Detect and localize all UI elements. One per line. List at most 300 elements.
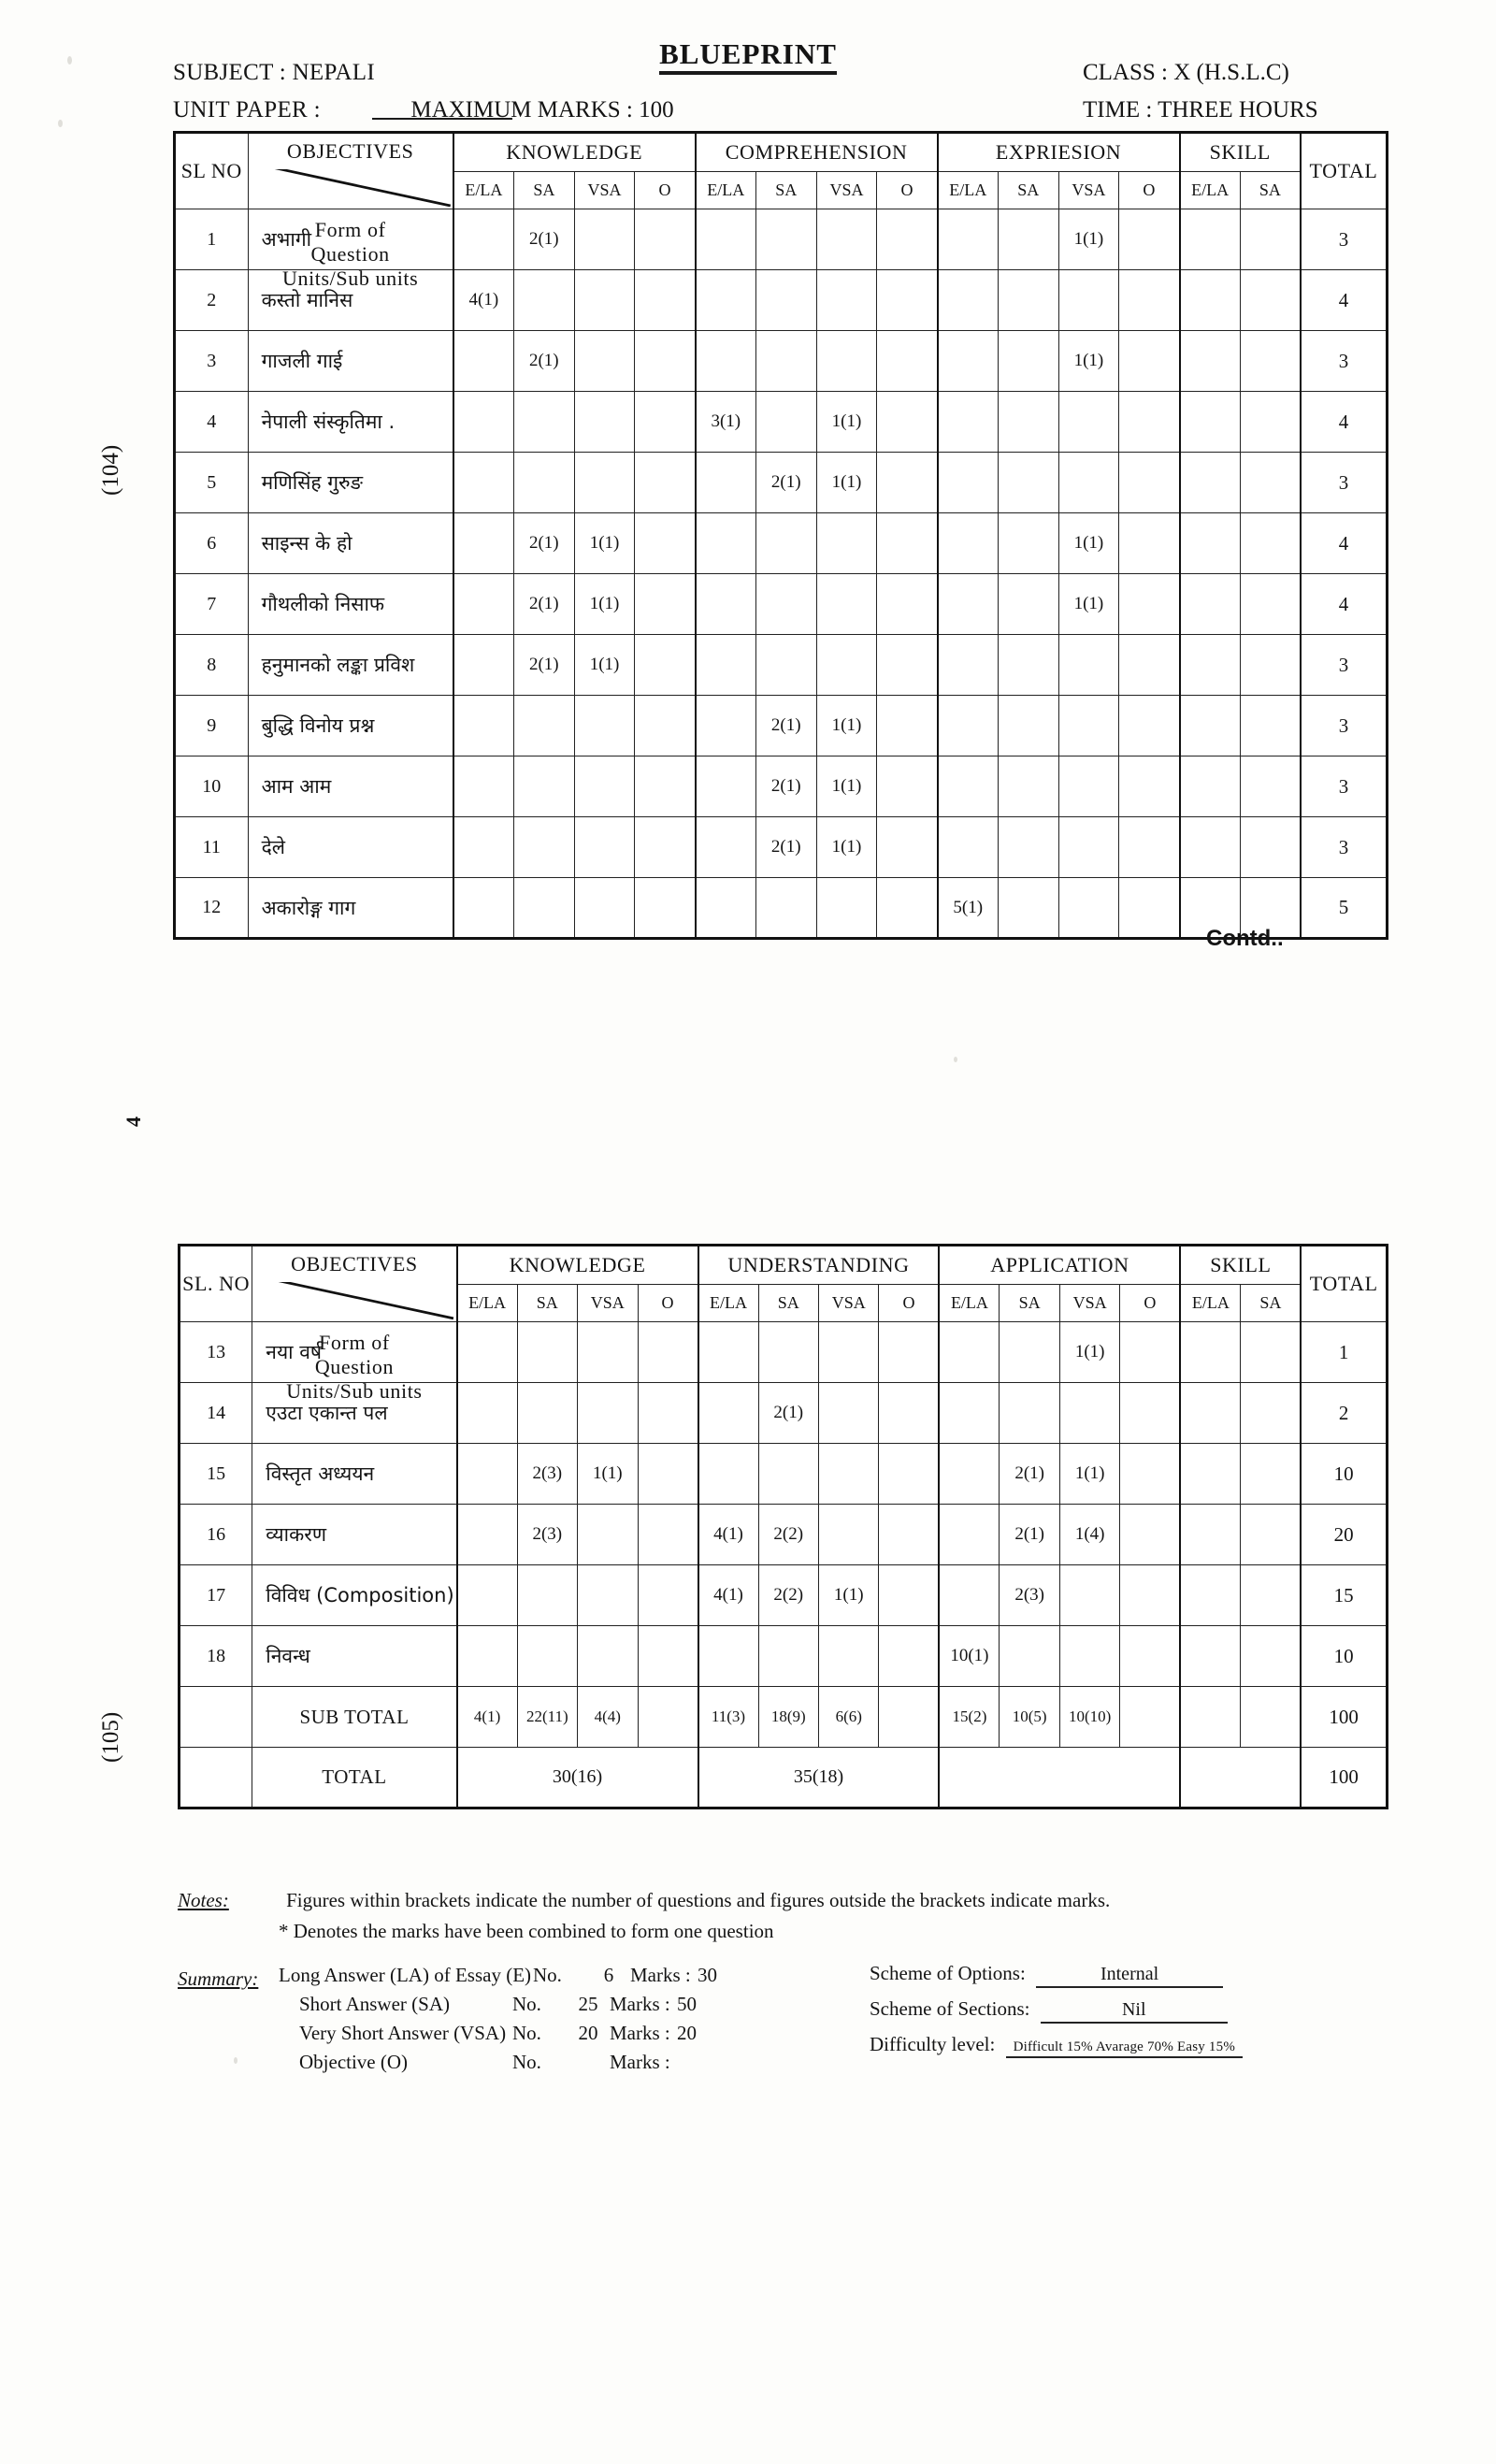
cell-s-0 xyxy=(1180,696,1241,756)
cell-k-2 xyxy=(578,1626,638,1687)
cell-k-1 xyxy=(517,1626,577,1687)
cell-u-2 xyxy=(818,1626,878,1687)
summary-row-marks-value: 20 xyxy=(677,2022,697,2044)
difficulty-level-label: Difficulty level: xyxy=(870,2033,996,2055)
cell-sl-no: 17 xyxy=(180,1565,252,1626)
cell-k-2 xyxy=(574,756,635,817)
cell-u-3 xyxy=(879,1383,939,1444)
cell-e-3 xyxy=(1119,453,1180,513)
cell-s-1 xyxy=(1240,635,1301,696)
summary-row-no-label: No. xyxy=(533,1964,562,1986)
cell-subtotal-k-2: 4(4) xyxy=(578,1687,638,1748)
cell-e-1 xyxy=(998,635,1058,696)
grand-total-row xyxy=(180,1748,1388,1808)
cell-sl-no: 12 xyxy=(175,878,249,939)
cell-subtotal-k-1: 22(11) xyxy=(517,1687,577,1748)
cell-a-0 xyxy=(939,1322,999,1383)
scheme-of-options-value[interactable]: Internal xyxy=(1036,1964,1223,1988)
cell-e-1 xyxy=(998,817,1058,878)
page-title: BLUEPRINT xyxy=(0,37,1496,71)
cell-e-1 xyxy=(998,696,1058,756)
cell-a-3 xyxy=(1120,1383,1180,1444)
cell-e-0 xyxy=(938,453,999,513)
folio-label-105: (105) xyxy=(98,1711,123,1763)
cell-k-0 xyxy=(457,1444,517,1505)
cell-k-2 xyxy=(574,696,635,756)
cell-c-1 xyxy=(755,574,816,635)
table-row xyxy=(175,513,1388,574)
cell-c-1 xyxy=(755,878,816,939)
col-header-sub-2-2: VSA xyxy=(1059,1285,1119,1322)
cell-u-0 xyxy=(698,1444,758,1505)
cell-c-0 xyxy=(696,331,756,392)
cell-s-1 xyxy=(1240,817,1301,878)
cell-c-1 xyxy=(755,209,816,270)
cell-e-3 xyxy=(1119,635,1180,696)
cell-s-1 xyxy=(1240,331,1301,392)
cell-row-total: 3 xyxy=(1301,453,1388,513)
table-row xyxy=(175,756,1388,817)
cell-k-1 xyxy=(517,1565,577,1626)
cell-u-1: 2(2) xyxy=(758,1505,818,1565)
cell-k-0 xyxy=(453,817,514,878)
cell-c-0 xyxy=(696,209,756,270)
summary-grid xyxy=(279,1964,739,2080)
cell-row-total: 3 xyxy=(1301,696,1388,756)
cell-k-3 xyxy=(638,1626,698,1687)
cell-e-3 xyxy=(1119,513,1180,574)
cell-subtotal-u-0: 11(3) xyxy=(698,1687,758,1748)
cell-a-1: 2(1) xyxy=(1000,1444,1059,1505)
cell-row-total: 5 xyxy=(1301,878,1388,939)
cell-k-0 xyxy=(457,1383,517,1444)
cell-k-3 xyxy=(638,1383,698,1444)
scheme-of-options-label: Scheme of Options: xyxy=(870,1962,1026,1984)
cell-k-1: 2(3) xyxy=(517,1444,577,1505)
col-header-sub-3-0: E/LA xyxy=(1180,172,1241,209)
col-header-group-3: SKILL xyxy=(1180,133,1301,172)
cell-e-3 xyxy=(1119,878,1180,939)
cell-c-0 xyxy=(696,513,756,574)
cell-s-0 xyxy=(1180,209,1241,270)
cell-unit-name: अकारोङ्ग गाग xyxy=(248,878,453,939)
cell-c-3 xyxy=(877,392,938,453)
cell-e-3 xyxy=(1119,756,1180,817)
cell-k-0 xyxy=(453,513,514,574)
cell-e-3 xyxy=(1119,392,1180,453)
cell-unit-name: साइन्स के हो xyxy=(248,513,453,574)
cell-s-1 xyxy=(1241,1626,1301,1687)
cell-k-2: 1(1) xyxy=(578,1444,638,1505)
summary-row-marks-label: Marks : xyxy=(610,2022,670,2044)
cell-k-3 xyxy=(638,1322,698,1383)
cell-k-2 xyxy=(574,453,635,513)
cell-e-0 xyxy=(938,209,999,270)
col-header-sub-2-3: O xyxy=(1119,172,1180,209)
cell-c-1: 2(1) xyxy=(755,817,816,878)
cell-a-3 xyxy=(1120,1322,1180,1383)
col-header-sub-1-1: SA xyxy=(758,1285,818,1322)
cell-subtotal-u-2: 6(6) xyxy=(818,1687,878,1748)
cell-a-2: 1(4) xyxy=(1059,1505,1119,1565)
cell-a-1 xyxy=(1000,1626,1059,1687)
cell-e-2 xyxy=(1058,756,1119,817)
cell-a-3 xyxy=(1120,1626,1180,1687)
cell-unit-name: देले xyxy=(248,817,453,878)
cell-s-1 xyxy=(1240,696,1301,756)
cell-k-3 xyxy=(638,1505,698,1565)
cell-c-0 xyxy=(696,453,756,513)
cell-k-0 xyxy=(453,878,514,939)
scheme-of-sections-value[interactable]: Nil xyxy=(1041,1999,1228,2024)
cell-e-1 xyxy=(998,392,1058,453)
cell-c-0 xyxy=(696,696,756,756)
scan-speck xyxy=(234,2057,237,2064)
cell-s-1 xyxy=(1241,1444,1301,1505)
cell-s-1 xyxy=(1240,209,1301,270)
cell-s-0 xyxy=(1180,1444,1240,1505)
blueprint-table-part2 xyxy=(178,1244,1388,1809)
cell-u-3 xyxy=(879,1505,939,1565)
scan-speck xyxy=(954,1057,957,1062)
cell-c-0 xyxy=(696,878,756,939)
cell-a-2 xyxy=(1059,1565,1119,1626)
cell-c-0: 3(1) xyxy=(696,392,756,453)
table-row xyxy=(175,392,1388,453)
cell-subtotal-u-1: 18(9) xyxy=(758,1687,818,1748)
cell-unit-name: गाजली गाई xyxy=(248,331,453,392)
cell-a-2: 1(1) xyxy=(1059,1322,1119,1383)
cell-sl-no: 1 xyxy=(175,209,249,270)
summary-row-no-value: 20 xyxy=(578,2022,598,2044)
cell-k-2 xyxy=(574,270,635,331)
cell-e-1 xyxy=(998,878,1058,939)
cell-c-1: 2(1) xyxy=(755,756,816,817)
cell-k-2 xyxy=(574,392,635,453)
col-header-group-0: KNOWLEDGE xyxy=(453,133,696,172)
col-header-sub-1-1: SA xyxy=(755,172,816,209)
cell-row-total: 4 xyxy=(1301,574,1388,635)
cell-s-0 xyxy=(1180,453,1241,513)
cell-sl-no: 9 xyxy=(175,696,249,756)
cell-row-total: 10 xyxy=(1301,1444,1387,1505)
cell-a-0 xyxy=(939,1565,999,1626)
cell-e-2 xyxy=(1058,696,1119,756)
summary-row-no-label: No. xyxy=(512,2051,541,2073)
cell-c-0 xyxy=(696,574,756,635)
scheme-of-options-row xyxy=(870,1962,1243,1997)
cell-c-3 xyxy=(877,635,938,696)
cell-u-2 xyxy=(818,1383,878,1444)
cell-s-1 xyxy=(1241,1322,1301,1383)
cell-k-1 xyxy=(513,817,574,878)
cell-a-1 xyxy=(1000,1322,1059,1383)
col-header-sub-1-2: VSA xyxy=(816,172,877,209)
cell-u-1 xyxy=(758,1444,818,1505)
cell-c-2: 1(1) xyxy=(816,756,877,817)
cell-k-0 xyxy=(453,574,514,635)
table-row xyxy=(175,878,1388,939)
cell-e-0 xyxy=(938,392,999,453)
summary-row-marks-label: Marks : xyxy=(610,2051,670,2073)
cell-k-1: 2(1) xyxy=(513,209,574,270)
cell-k-0 xyxy=(453,209,514,270)
table-row xyxy=(175,331,1388,392)
cell-e-0 xyxy=(938,574,999,635)
cell-k-0 xyxy=(457,1505,517,1565)
cell-k-2 xyxy=(578,1505,638,1565)
cell-k-3 xyxy=(635,756,696,817)
cell-c-1: 2(1) xyxy=(755,696,816,756)
units-sub-units-label: Units/Sub units xyxy=(282,266,419,290)
cell-u-3 xyxy=(879,1444,939,1505)
cell-k-0 xyxy=(453,331,514,392)
col-header-total: TOTAL xyxy=(1301,133,1388,209)
cell-e-1 xyxy=(998,209,1058,270)
col-header-group-3: SKILL xyxy=(1180,1246,1301,1285)
col-header-objectives: OBJECTIVES Form of Question Units/Sub units xyxy=(252,1246,457,1322)
table-row xyxy=(175,817,1388,878)
cell-k-0 xyxy=(453,635,514,696)
cell-k-1 xyxy=(513,756,574,817)
cell-c-2 xyxy=(816,878,877,939)
cell-s-0 xyxy=(1180,574,1241,635)
cell-e-3 xyxy=(1119,331,1180,392)
cell-k-1: 2(3) xyxy=(517,1505,577,1565)
cell-sl-no: 6 xyxy=(175,513,249,574)
cell-s-1 xyxy=(1240,453,1301,513)
scheme-of-sections-row xyxy=(870,1997,1243,2033)
col-header-group-1: UNDERSTANDING xyxy=(698,1246,940,1285)
cell-c-3 xyxy=(877,817,938,878)
cell-c-3 xyxy=(877,331,938,392)
cell-s-1 xyxy=(1240,270,1301,331)
col-header-sub-3-1: SA xyxy=(1240,172,1301,209)
cell-c-1 xyxy=(755,270,816,331)
cell-e-3 xyxy=(1119,817,1180,878)
cell-u-3 xyxy=(879,1626,939,1687)
cell-k-1: 2(1) xyxy=(513,331,574,392)
cell-s-0 xyxy=(1180,1626,1240,1687)
cell-e-1 xyxy=(998,513,1058,574)
cell-u-1 xyxy=(758,1322,818,1383)
cell-u-0: 4(1) xyxy=(698,1505,758,1565)
cell-a-0 xyxy=(939,1444,999,1505)
cell-unit-name: एउटा एकान्त पल xyxy=(252,1383,457,1444)
cell-unit-name: नेपाली संस्कृतिमा . xyxy=(248,392,453,453)
cell-c-1 xyxy=(755,635,816,696)
cell-unit-name: हनुमानको लङ्का प्रविश xyxy=(248,635,453,696)
cell-k-3 xyxy=(638,1565,698,1626)
cell-u-0 xyxy=(698,1383,758,1444)
cell-subtotal-a-1: 10(5) xyxy=(1000,1687,1059,1748)
diagonal-divider-icon xyxy=(252,1282,455,1325)
cell-u-1: 2(1) xyxy=(758,1383,818,1444)
col-header-sub-0-3: O xyxy=(638,1285,698,1322)
cell-k-3 xyxy=(635,878,696,939)
cell-k-1 xyxy=(513,878,574,939)
summary-row-no-value: 6 xyxy=(603,1964,614,1986)
cell-e-1 xyxy=(998,270,1058,331)
cell-c-2 xyxy=(816,513,877,574)
cell-grandtotal-knowledge: 30(16) xyxy=(457,1748,698,1808)
col-header-sub-0-0: E/LA xyxy=(457,1285,517,1322)
cell-sl-no: 2 xyxy=(175,270,249,331)
summary-row-marks-value: 50 xyxy=(677,1993,697,2015)
cell-row-total: 3 xyxy=(1301,331,1388,392)
cell-e-2: 1(1) xyxy=(1058,209,1119,270)
cell-a-2 xyxy=(1059,1626,1119,1687)
folio-number: 4 xyxy=(122,1117,145,1127)
cell-e-3 xyxy=(1119,574,1180,635)
cell-e-2 xyxy=(1058,270,1119,331)
summary-row-no-label: No. xyxy=(512,2022,541,2044)
cell-k-1 xyxy=(517,1383,577,1444)
cell-a-1: 2(1) xyxy=(1000,1505,1059,1565)
cell-grandtotal-application xyxy=(939,1748,1180,1808)
subject-label: SUBJECT : NEPALI xyxy=(173,60,375,85)
cell-e-1 xyxy=(998,331,1058,392)
cell-e-1 xyxy=(998,574,1058,635)
cell-s-0 xyxy=(1180,635,1241,696)
cell-sl-no: 7 xyxy=(175,574,249,635)
summary-row-no-value: 25 xyxy=(578,1993,598,2015)
col-header-sub-1-0: E/LA xyxy=(696,172,756,209)
table1-header-groups xyxy=(175,133,1388,172)
cell-k-0 xyxy=(457,1565,517,1626)
summary-row-marks-label: Marks : xyxy=(610,1993,670,2015)
cell-a-2 xyxy=(1059,1383,1119,1444)
summary-row xyxy=(279,2051,739,2080)
cell-e-0 xyxy=(938,331,999,392)
cell-sl-no: 14 xyxy=(180,1383,252,1444)
cell-c-2: 1(1) xyxy=(816,817,877,878)
cell-grandtotal-understanding: 35(18) xyxy=(698,1748,940,1808)
col-header-sub-0-1: SA xyxy=(517,1285,577,1322)
col-header-sub-2-1: SA xyxy=(1000,1285,1059,1322)
table-row xyxy=(175,635,1388,696)
cell-row-total: 4 xyxy=(1301,392,1388,453)
cell-e-2: 1(1) xyxy=(1058,513,1119,574)
folio-label-104: (104) xyxy=(98,444,123,496)
cell-unit-name: कस्तो मानिस xyxy=(248,270,453,331)
col-header-sub-1-0: E/LA xyxy=(698,1285,758,1322)
cell-k-2 xyxy=(578,1322,638,1383)
cell-s-1 xyxy=(1240,756,1301,817)
document-header xyxy=(0,17,1496,122)
cell-k-1: 2(1) xyxy=(513,513,574,574)
cell-e-2 xyxy=(1058,878,1119,939)
cell-k-3 xyxy=(635,209,696,270)
col-header-sub-3-0: E/LA xyxy=(1180,1285,1240,1322)
cell-u-0 xyxy=(698,1322,758,1383)
table-row xyxy=(175,696,1388,756)
cell-u-2 xyxy=(818,1505,878,1565)
time-label: TIME : THREE HOURS xyxy=(1083,97,1318,122)
cell-u-2: 1(1) xyxy=(818,1565,878,1626)
unit-paper-label: UNIT PAPER : xyxy=(173,97,321,122)
col-header-sub-2-1: SA xyxy=(998,172,1058,209)
cell-s-0 xyxy=(1180,1383,1240,1444)
cell-c-3 xyxy=(877,209,938,270)
cell-k-1 xyxy=(517,1322,577,1383)
cell-unit-name: गौथलीको निसाफ xyxy=(248,574,453,635)
cell-subtotal-s-1 xyxy=(1241,1687,1301,1748)
cell-k-1: 2(1) xyxy=(513,635,574,696)
grand-total-label: TOTAL xyxy=(252,1748,457,1808)
difficulty-level-value[interactable]: Difficult 15% Avarage 70% Easy 15% xyxy=(1006,2039,1243,2058)
cell-u-3 xyxy=(879,1565,939,1626)
col-header-sub-1-2: VSA xyxy=(818,1285,878,1322)
cell-c-2: 1(1) xyxy=(816,453,877,513)
cell-sl-no: 3 xyxy=(175,331,249,392)
col-header-sub-0-0: E/LA xyxy=(453,172,514,209)
col-header-sub-0-2: VSA xyxy=(574,172,635,209)
cell-k-0 xyxy=(453,696,514,756)
cell-e-2: 1(1) xyxy=(1058,331,1119,392)
cell-u-0 xyxy=(698,1626,758,1687)
cell-k-2: 1(1) xyxy=(574,635,635,696)
cell-c-2 xyxy=(816,209,877,270)
blueprint-table-part1 xyxy=(173,131,1388,940)
cell-e-3 xyxy=(1119,209,1180,270)
cell-unit-name: बुद्धि विनोय प्रश्न xyxy=(248,696,453,756)
cell-k-1 xyxy=(513,270,574,331)
cell-subtotal-k-3 xyxy=(638,1687,698,1748)
cell-e-2: 1(1) xyxy=(1058,574,1119,635)
col-header-sub-0-3: O xyxy=(635,172,696,209)
cell-k-3 xyxy=(635,817,696,878)
cell-e-2 xyxy=(1058,392,1119,453)
summary-row xyxy=(279,1964,739,1993)
cell-k-3 xyxy=(638,1444,698,1505)
cell-sl-no: 5 xyxy=(175,453,249,513)
cell-unit-name: नया वर्ष xyxy=(252,1322,457,1383)
cell-unit-name: अभागी xyxy=(248,209,453,270)
cell-unit-name: विस्तृत अध्ययन xyxy=(252,1444,457,1505)
cell-c-3 xyxy=(877,878,938,939)
cell-row-total: 1 xyxy=(1301,1322,1387,1383)
cell-row-total: 10 xyxy=(1301,1626,1387,1687)
cell-c-3 xyxy=(877,696,938,756)
cell-s-1 xyxy=(1240,574,1301,635)
cell-sl-no: 18 xyxy=(180,1626,252,1687)
table2-header-groups xyxy=(180,1246,1388,1285)
cell-e-2 xyxy=(1058,817,1119,878)
table-row xyxy=(180,1565,1388,1626)
cell-s-0 xyxy=(1180,270,1241,331)
cell-u-2 xyxy=(818,1444,878,1505)
cell-c-2: 1(1) xyxy=(816,392,877,453)
cell-e-0 xyxy=(938,696,999,756)
cell-sl-no: 15 xyxy=(180,1444,252,1505)
col-header-sub-1-3: O xyxy=(877,172,938,209)
cell-row-total: 4 xyxy=(1301,270,1388,331)
cell-e-2 xyxy=(1058,635,1119,696)
col-header-group-2: EXPRIESION xyxy=(938,133,1180,172)
cell-sl-no xyxy=(180,1687,252,1748)
cell-subtotal-a-0: 15(2) xyxy=(939,1687,999,1748)
summary-row-marks-value: 30 xyxy=(698,1964,717,1986)
table-row xyxy=(175,453,1388,513)
cell-s-1 xyxy=(1241,1383,1301,1444)
cell-k-0: 4(1) xyxy=(453,270,514,331)
col-header-sub-2-3: O xyxy=(1120,1285,1180,1322)
cell-k-2 xyxy=(574,209,635,270)
cell-c-3 xyxy=(877,270,938,331)
cell-k-3 xyxy=(635,574,696,635)
cell-k-3 xyxy=(635,696,696,756)
